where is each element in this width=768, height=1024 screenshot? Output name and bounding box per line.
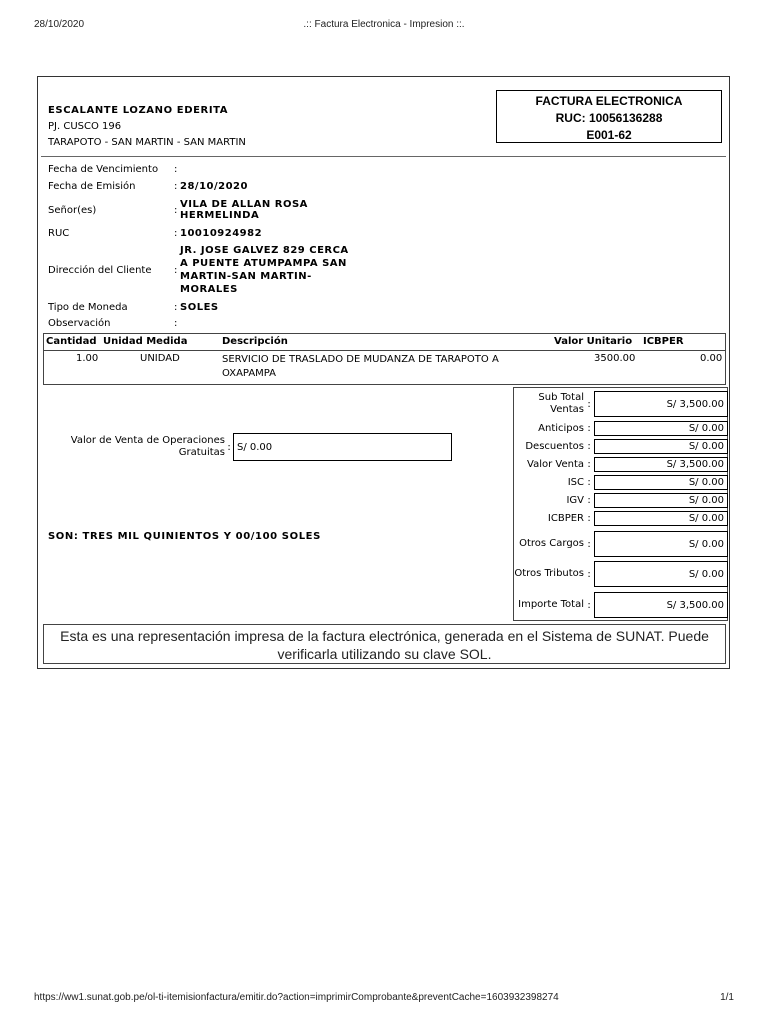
- colon: :: [587, 459, 591, 470]
- info-row-vencimiento: [48, 161, 370, 178]
- gratuitas-value: S/ 0.00: [233, 433, 452, 461]
- colon: :: [174, 264, 178, 276]
- moneda-label: Tipo de Moneda: [48, 301, 128, 313]
- total-label: IGV: [566, 494, 584, 506]
- total-label: Sub Total Ventas: [538, 392, 584, 415]
- total-value: S/ 3,500.00: [594, 391, 728, 417]
- total-row-valor-venta: [514, 457, 729, 472]
- total-row-subtotal: [514, 391, 729, 417]
- document-type: FACTURA ELECTRONICA: [535, 94, 683, 108]
- cell-icbper: 0.00: [700, 353, 723, 364]
- print-page-number: 1/1: [720, 992, 734, 1003]
- total-value: S/ 0.00: [594, 511, 728, 526]
- colon: :: [587, 441, 591, 452]
- moneda-value: SOLES: [180, 301, 219, 313]
- issuer-block: [48, 103, 246, 151]
- colon: :: [174, 164, 178, 175]
- total-value: S/ 3,500.00: [594, 457, 728, 472]
- colon: :: [174, 317, 178, 329]
- sunat-disclaimer: Esta es una representación impresa de la factura electrónica, generada en el Sistema de SUNAT. Puede verificarla utilizando su clave SOL.: [43, 624, 726, 664]
- total-label: Descuentos: [525, 440, 584, 452]
- colon: :: [587, 513, 591, 524]
- direccion-label: Dirección del Cliente: [48, 264, 152, 276]
- total-label: ISC: [567, 476, 584, 488]
- cell-unidad: UNIDAD: [140, 353, 180, 364]
- header-icbper: ICBPER: [643, 336, 684, 347]
- observacion-label: Observación: [48, 317, 111, 329]
- info-row-ruc: [48, 225, 370, 241]
- gratuitas-label: Valor de Venta de Operaciones Gratuitas: [70, 435, 225, 458]
- gratuitas-field: [48, 433, 452, 461]
- print-title: .:: Factura Electronica - Impresion ::.: [303, 19, 465, 30]
- items-table: [43, 333, 726, 385]
- header-unidad-medida: Unidad Medida: [103, 336, 188, 347]
- header-descripcion: Descripción: [222, 336, 288, 347]
- info-row-moneda: [48, 299, 370, 315]
- issuer-address2: TARAPOTO - SAN MARTIN - SAN MARTIN: [48, 137, 246, 148]
- colon: :: [587, 477, 591, 488]
- senor-value: VILA DE ALLAN ROSA HERMELINDA: [180, 199, 308, 221]
- issuer-address1: PJ. CUSCO 196: [48, 121, 122, 132]
- total-label: Importe Total: [518, 599, 584, 610]
- total-value: S/ 3,500.00: [594, 592, 728, 618]
- total-row-otros-tributos: [514, 561, 729, 587]
- total-value: S/ 0.00: [594, 421, 728, 436]
- colon: :: [587, 495, 591, 506]
- colon: :: [587, 398, 591, 410]
- info-row-emision: [48, 178, 370, 195]
- total-label: Otros Cargos: [519, 538, 584, 549]
- total-value: S/ 0.00: [594, 493, 728, 508]
- total-row-descuentos: [514, 439, 729, 454]
- document-ruc: RUC: 10056136288: [555, 111, 663, 125]
- document-id-box: [496, 90, 722, 143]
- issuer-name: ESCALANTE LOZANO EDERITA: [48, 105, 229, 116]
- total-label: ICBPER: [547, 512, 584, 524]
- total-row-isc: [514, 475, 729, 490]
- total-row-importe-total: [514, 592, 729, 618]
- total-value: S/ 0.00: [594, 531, 728, 557]
- total-value: S/ 0.00: [594, 475, 728, 490]
- colon: :: [174, 204, 178, 216]
- info-row-senor: [48, 195, 370, 225]
- total-value: S/ 0.00: [594, 439, 728, 454]
- info-row-observacion: [48, 315, 370, 331]
- total-row-icbper: [514, 511, 729, 526]
- direccion-value: JR. JOSE GALVEZ 829 CERCA A PUENTE ATUMPAMPA SAN MARTIN-SAN MARTIN-MORALES: [180, 245, 349, 295]
- cell-valor-unitario: 3500.00: [594, 353, 636, 364]
- print-date: 28/10/2020: [34, 19, 85, 30]
- items-header-row: [44, 334, 725, 351]
- invoice-document: [37, 76, 730, 669]
- colon: :: [587, 538, 591, 550]
- colon: :: [587, 423, 591, 434]
- ruc-label: RUC: [48, 227, 70, 239]
- cell-descripcion: SERVICIO DE TRASLADO DE MUDANZA DE TARAPOTO A OXAPAMPA: [222, 354, 499, 379]
- header-cantidad: Cantidad: [46, 336, 97, 347]
- colon: :: [587, 599, 591, 611]
- total-row-igv: [514, 493, 729, 508]
- customer-info: [48, 161, 370, 331]
- total-label: Anticipos: [538, 422, 584, 434]
- total-row-otros-cargos: [514, 531, 729, 557]
- emision-label: Fecha de Emisión: [48, 181, 136, 192]
- header-divider: [41, 156, 726, 157]
- amount-in-words: SON: TRES MIL QUINIENTOS Y 00/100 SOLES: [48, 531, 321, 542]
- total-label: Otros Tributos: [514, 568, 584, 579]
- colon: :: [227, 441, 231, 453]
- total-value: S/ 0.00: [594, 561, 728, 587]
- colon: :: [587, 568, 591, 580]
- colon: :: [174, 227, 178, 239]
- header-valor-unitario: Valor Unitario: [554, 336, 633, 347]
- cell-cantidad: 1.00: [76, 353, 99, 364]
- info-row-direccion: [48, 241, 370, 299]
- total-label: Valor Venta: [527, 458, 584, 470]
- total-row-anticipos: [514, 421, 729, 436]
- colon: :: [174, 301, 178, 313]
- colon: :: [174, 181, 178, 192]
- senor-label: Señor(es): [48, 204, 97, 216]
- ruc-value: 10010924982: [180, 227, 263, 239]
- totals-panel: [513, 387, 728, 621]
- print-url: https://ww1.sunat.gob.pe/ol-ti-itemisionfactura/emitir.do?action=imprimirComprobante&preventCache=1603932398274: [34, 992, 559, 1003]
- vencimiento-label: Fecha de Vencimiento: [48, 164, 159, 175]
- emision-value: 28/10/2020: [180, 181, 248, 192]
- document-number: E001-62: [586, 128, 632, 142]
